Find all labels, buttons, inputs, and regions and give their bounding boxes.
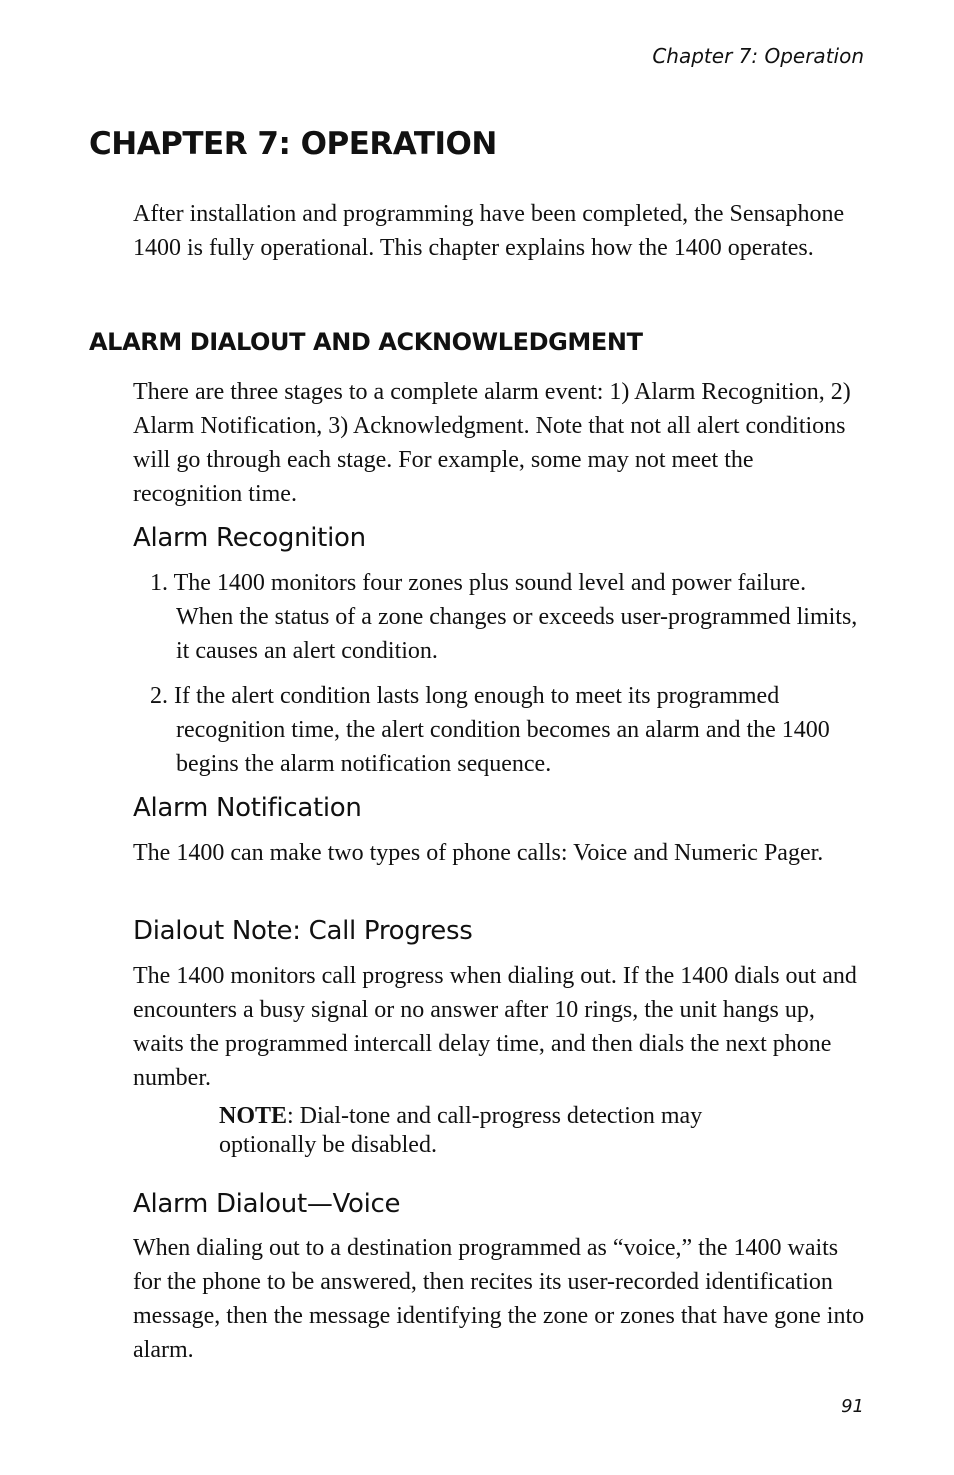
section-title: ALARM DIALOUT AND ACKNOWLEDGMENT <box>89 328 643 356</box>
dialout-voice-paragraph: When dialing out to a destination programmed as “voice,” the 1400 waits for the phone to be answered, then recites its user-recorded identification message, then the message identifying the zone or zones that have gone into alarm. <box>133 1235 865 1363</box>
alarm-notification-title: Alarm Notification <box>133 793 362 823</box>
alarm-recognition-title: Alarm Recognition <box>133 523 366 553</box>
list-item: 2. If the alert condition lasts long enough to meet its programmed recognition time, the alert condition becomes an alarm and the 1400 begins the alarm notification sequence. <box>150 683 830 777</box>
running-header: Chapter 7: Operation <box>652 44 864 68</box>
alarm-notification-paragraph: The 1400 can make two types of phone calls: Voice and Numeric Pager. <box>133 840 824 866</box>
intro-paragraph: After installation and programming have been completed, the Sensaphone 1400 is fully operational. This chapter explains how the 1400 operates. <box>133 201 845 261</box>
dialout-voice-title: Alarm Dialout—Voice <box>133 1189 401 1219</box>
page-number: 91 <box>841 1396 864 1417</box>
call-progress-paragraph: The 1400 monitors call progress when dialing out. If the 1400 dials out and encounters a busy signal or no answer after 10 rings, the unit hangs up, waits the programmed intercall delay time, and then dials the next phone number. <box>133 963 857 1091</box>
call-progress-title: Dialout Note: Call Progress <box>133 916 473 946</box>
note-block <box>219 1102 779 1160</box>
note-text: : Dial-tone and call-progress detection may optionally be disabled. <box>219 1103 703 1158</box>
section-paragraph: There are three stages to a complete alarm event: 1) Alarm Recognition, 2) Alarm Notification, 3) Acknowledgment. Note that not all alert conditions will go through each stage. For example, some may not meet the recognition time. <box>133 379 851 507</box>
list-item: 1. The 1400 monitors four zones plus sound level and power failure. When the status of a zone changes or exceeds user-programmed limits, it causes an alert condition. <box>150 570 858 664</box>
chapter-title: CHAPTER 7: OPERATION <box>89 126 497 162</box>
note-label: NOTE <box>219 1103 288 1129</box>
